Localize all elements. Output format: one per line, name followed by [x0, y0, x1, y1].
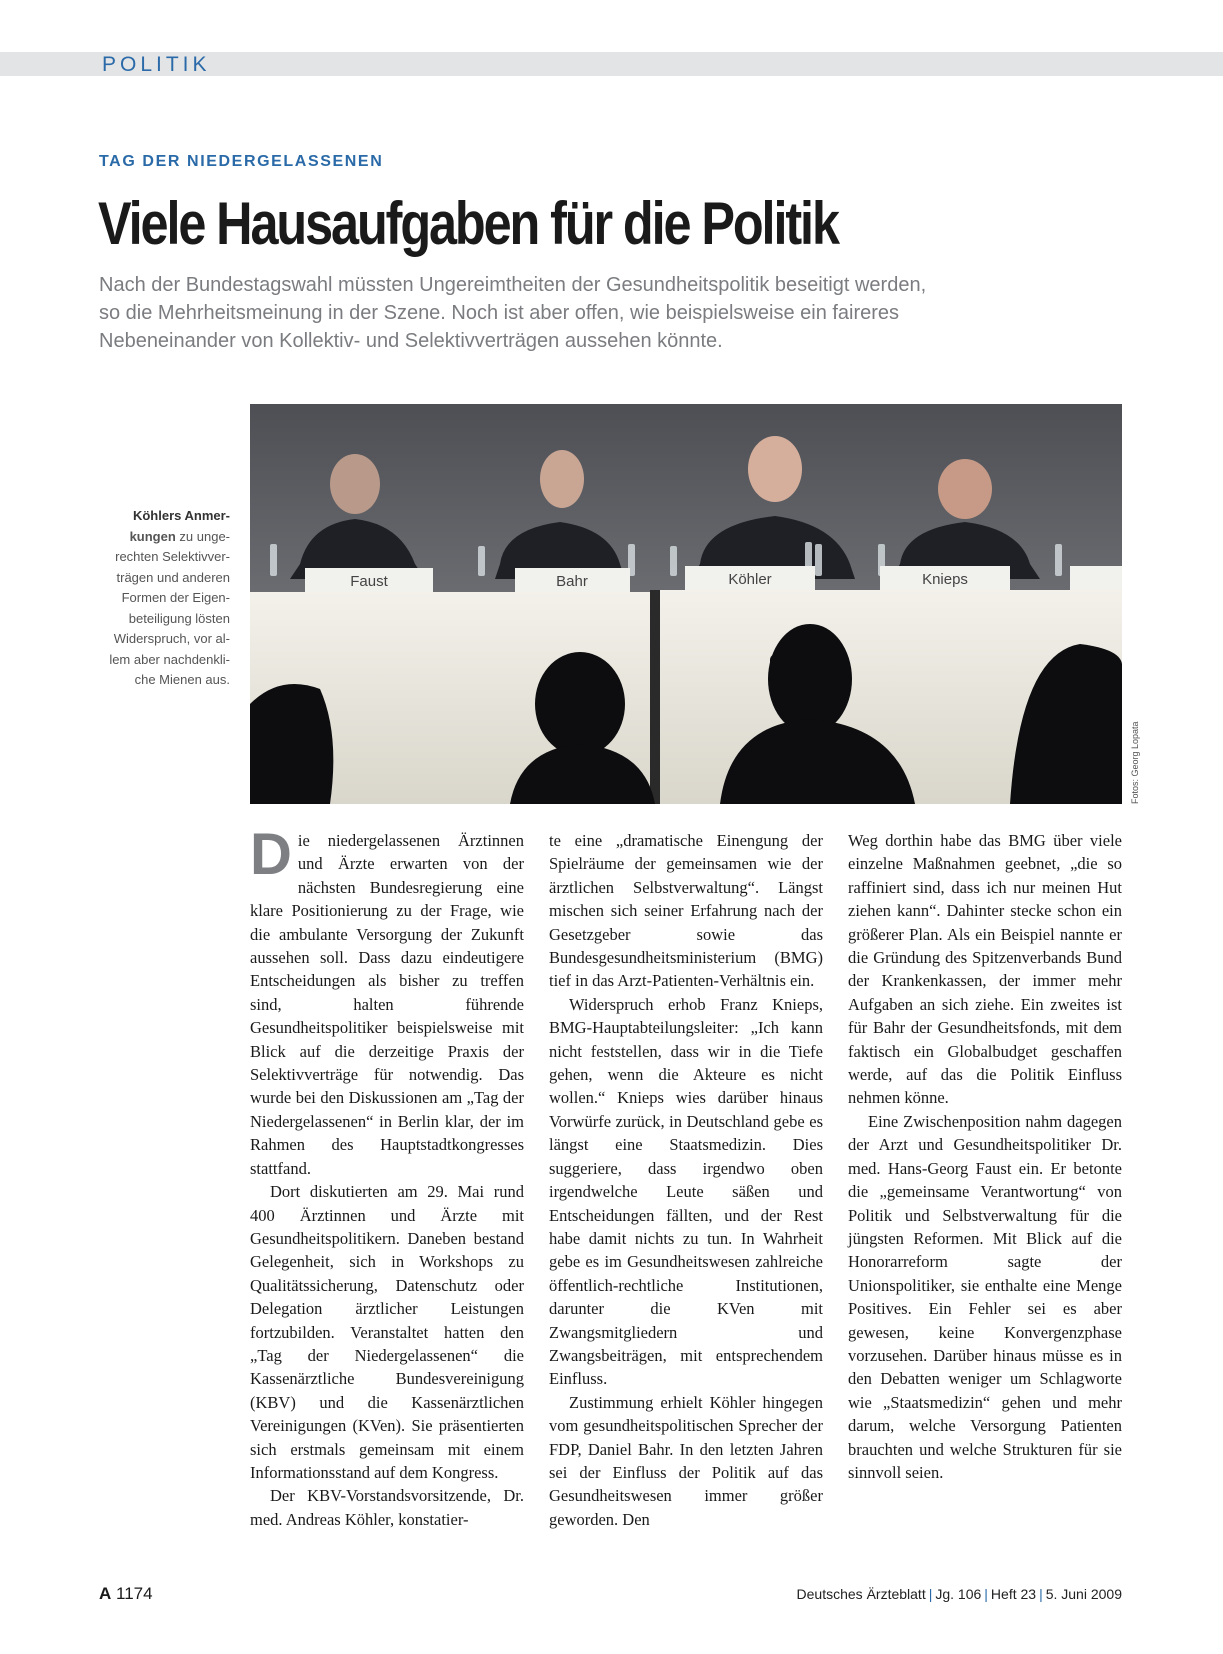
photo-credit: Fotos: Georg Lopata: [1130, 721, 1140, 804]
article-paragraph: te eine „dramatische Einengung der Spielräume der gemeinsamen wie der ärztlichen Selbstverwaltung“. Längst mischen sich seiner Erfahrung nach der Gesetzgeber sowie das Bundesgesundheitsministerium (BMG) tief in das Arzt-Patienten-Verhältnis ein.: [549, 831, 823, 991]
lead-line: Nebeneinander von Kollektiv- und Selektivverträgen aussehen könnte.: [99, 330, 723, 352]
page-prefix: A: [99, 1584, 112, 1603]
caption-text: zu unge-: [175, 528, 230, 544]
article-column-1: [250, 822, 524, 1531]
journal-footer: [797, 1586, 1122, 1602]
section-label: POLITIK: [102, 53, 211, 76]
panel-discussion-photo: [250, 404, 1122, 804]
caption-line: beteiligung lösten: [128, 610, 230, 626]
journal-volume: Jg. 106: [935, 1586, 982, 1602]
photo-illustration: [250, 404, 1122, 804]
footer-separator: |: [984, 1586, 988, 1602]
name-card-faust: Faust: [350, 573, 388, 590]
page-number: [99, 1584, 153, 1604]
article-paragraph: Widerspruch erhob Franz Knieps, BMG-Hauptabteilungsleiter: „Ich kann nicht feststellen, dass wir in die Tiefe gehen, wenn die Akteure es nicht wollen.“ Knieps wies darüber hinaus Vorwürfe zurück, in Deutschland gebe es längst eine Staatsmedizin. Dies suggeriere, dass irgendwo oben irgendwelche Leute säßen und Entscheidungen fällten, und der Rest habe damit nichts zu tun. In Wahrheit gebe es im Gesundheitswesen zahlreiche öffentlich-rechtliche Institutionen, darunter die KVen mit Zwangsmitgliedern und Zwangsbeiträgen, mit entsprechendem Einfluss.: [549, 994, 823, 1389]
journal-issue: Heft 23: [990, 1586, 1037, 1602]
article-lead: [99, 271, 1099, 355]
caption-line: Köhlers Anmer-: [132, 508, 230, 523]
name-cards: [305, 566, 1122, 592]
drop-cap: D: [250, 822, 292, 887]
article-headline: Viele Hausaufgaben für die Politik: [98, 190, 838, 257]
article-paragraph: [250, 822, 524, 1180]
paragraph-text: ie niedergelassenen Ärztinnen und Ärzte erwarten von der nächsten Bundesregierung eine klare Positionierung zu der Frage, wie die ambulante Versorgung der Zukunft aussehen soll. Dass dazu eindeutigere Entscheidungen als bisher zu treffen sind, halten führende Gesundheitspolitiker beispielsweise mit Blick auf die derzeitige Praxis der Selektivverträge für notwendig. Das wurde bei den Diskussionen am „Tag der Niedergelassenen“ in Berlin klar, der im Rahmen des Hauptstadtkongresses stattfand.: [250, 831, 524, 1178]
journal-date: 5. Juni 2009: [1045, 1586, 1122, 1602]
caption-bold: kungen: [129, 528, 176, 544]
footer-separator: |: [928, 1586, 933, 1602]
page-number-value: 1174: [116, 1584, 153, 1603]
caption-line: rechten Selektivver-: [115, 549, 230, 564]
journal-name: Deutsches Ärzteblatt: [796, 1586, 926, 1602]
caption-line: trägen und anderen: [116, 569, 230, 585]
name-card-bahr: Bahr: [556, 573, 588, 590]
article-paragraph: Zustimmung erhielt Köhler hingegen vom gesundheitspolitischen Sprecher der FDP, Daniel Bahr. In den letzten Jahren sei der Einfluss der Politik auf das Gesundheitswesen immer größer geworden. Den: [549, 1392, 823, 1529]
lead-line: so die Mehrheitsmeinung in der Szene. Noch ist aber offen, wie beispielsweise ein faireres: [99, 302, 900, 324]
article-paragraph: Der KBV-Vorstandsvorsitzende, Dr. med. Andreas Köhler, konstatier-: [250, 1486, 524, 1529]
article-kicker: TAG DER NIEDERGELASSENEN: [99, 153, 384, 170]
article-paragraph: Eine Zwischenposition nahm dagegen der Arzt und Gesundheitspolitiker Dr. med. Hans-Georg Faust ein. Er betonte die „gemeinsame Verantwortung“ von Politik und Selbstverwaltung für die jüngsten Reformen. Mit Blick auf die Honorarreform sagte der Unionspolitiker, sie enthalte eine Menge Positives. Ein Fehler sei es aber gewesen, keine Konvergenzphase vorzusehen. Darüber hinaus müsse es in den Debatten weniger um Schlagworte wie „Staatsmedizin“ gehen und mehr darum, welche Versorgung Patienten brauchten und welche Strukturen für sie sinnvoll seien.: [848, 1111, 1122, 1482]
caption-line: Widerspruch, vor al-: [113, 631, 230, 646]
article-paragraph: Dort diskutierten am 29. Mai rund 400 Ärztinnen und Ärzte mit Gesundheitspolitikern. Daneben bestand Gelegenheit, sich in Workshops zu Qualitätssicherung, Datenschutz oder Delegation ärztlicher Leistungen fortzubilden. Veranstaltet hatten den „Tag der Niedergelassenen“ die Kassenärztliche Bundesvereinigung (KBV) und die Kassenärztlichen Vereinigungen (KVen). Sie präsentierten sich erstmals gemeinsam mit einem Informationsstand auf dem Kongress.: [250, 1182, 524, 1482]
article-column-2: [549, 829, 823, 1531]
caption-line: Formen der Eigen-: [121, 590, 230, 605]
caption-line: lem aber nachdenkli-: [109, 651, 230, 667]
lead-line: Nach der Bundestagswahl müssten Ungereimtheiten der Gesundheitspolitik beseitigt werden,: [99, 274, 927, 296]
name-card-koehler: Köhler: [728, 571, 772, 588]
caption-line: che Mienen aus.: [134, 672, 230, 687]
article-paragraph: Weg dorthin habe das BMG über viele einzelne Maßnahmen geebnet, „die so raffiniert sind, dass ich nur meinen Hut ziehen kann“. Dahinter stecke schon ein größerer Plan. Als ein Beispiel nannte er die Gründung des Spitzenverbands Bund der Krankenkassen, der immer mehr Aufgaben an sich ziehe. Ein zweites ist für Bahr der Gesundheitsfonds, mit dem faktisch ein Globalbudget geschaffen werde, auf das die Politik Einfluss nehmen könne.: [848, 831, 1122, 1108]
article-column-3: [848, 829, 1122, 1484]
caption-line: [88, 527, 230, 548]
name-card-knieps: Knieps: [922, 571, 968, 588]
footer-separator: |: [1039, 1586, 1043, 1602]
photo-caption: [88, 506, 230, 691]
